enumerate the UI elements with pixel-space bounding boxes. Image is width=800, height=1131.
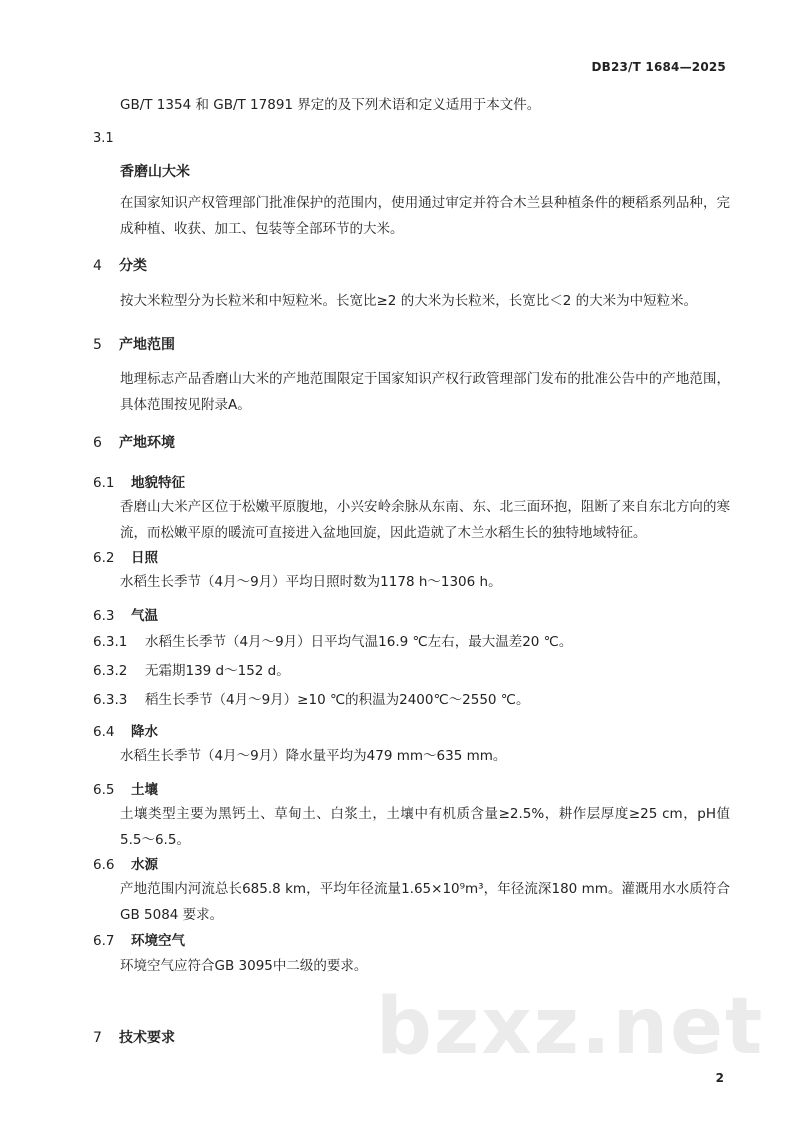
section-5-heading: 5 产地范围 <box>93 337 175 353</box>
term-definition: 在国家知识产权管理部门批准保护的范围内，使用通过审定并符合木兰县种植条件的粳稻系列品种，完成种植、收获、加工、包装等全部环节的大米。 <box>120 195 730 237</box>
section-6-4-heading: 6.4 降水 <box>93 724 158 740</box>
page-number: 2 <box>715 1071 724 1085</box>
clause-6-3-3: 6.3.3 稻生长季节（4月～9月）≥10 ℃的积温为2400℃～2550 ℃。 <box>93 692 530 708</box>
section-6-1-text: 香磨山大米产区位于松嫩平原腹地，小兴安岭余脉从东南、东、北三面环抱，阻断了来自东北方向的寒流，而松嫩平原的暖流可直接进入盆地回旋，因此造就了木兰水稻生长的独特地域特征。 <box>120 499 730 541</box>
section-6-4-text: 水稻生长季节（4月～9月）降水量平均为479 mm～635 mm。 <box>120 748 507 764</box>
watermark: bzxz.net <box>376 982 765 1072</box>
section-6-7-text: 环境空气应符合GB 3095中二级的要求。 <box>120 958 368 974</box>
document-code-header: DB23/T 1684—2025 <box>591 60 726 74</box>
section-5-text: 地理标志产品香磨山大米的产地范围限定于国家知识产权行政管理部门发布的批准公告中的产地范围，具体范围按见附录A。 <box>120 371 730 413</box>
term-name: 香磨山大米 <box>120 164 190 180</box>
section-6-5-text: 土壤类型主要为黑钙土、草甸土、白浆土，土壤中有机质含量≥2.5%，耕作层厚度≥25 cm，pH值5.5～6.5。 <box>120 806 730 848</box>
section-6-1-heading: 6.1 地貌特征 <box>93 475 185 491</box>
section-6-6-text: 产地范围内河流总长685.8 km，平均年径流量1.65×10⁹m³，年径流深180 mm。灌溉用水水质符合GB 5084 要求。 <box>120 881 730 923</box>
section-4-text: 按大米粒型分为长粒米和中短粒米。长宽比≥2 的大米为长粒米，长宽比＜2 的大米为中短粒米。 <box>120 293 698 309</box>
section-7-heading: 7 技术要求 <box>93 1030 175 1046</box>
clause-6-3-1: 6.3.1 水稻生长季节（4月～9月）日平均气温16.9 ℃左右，最大温差20 ℃。 <box>93 634 573 650</box>
section-6-6-heading: 6.6 水源 <box>93 857 158 873</box>
section-6-3-heading: 6.3 气温 <box>93 608 158 624</box>
section-6-2-heading: 6.2 日照 <box>93 550 158 566</box>
term-number: 3.1 <box>93 131 114 146</box>
clause-6-3-2: 6.3.2 无霜期139 d～152 d。 <box>93 663 290 679</box>
section-6-5-heading: 6.5 土壤 <box>93 782 158 798</box>
section-6-7-heading: 6.7 环境空气 <box>93 933 185 949</box>
section-4-heading: 4 分类 <box>93 258 147 274</box>
section-6-heading: 6 产地环境 <box>93 435 175 451</box>
section-6-2-text: 水稻生长季节（4月～9月）平均日照时数为1178 h～1306 h。 <box>120 574 502 590</box>
intro-paragraph: GB/T 1354 和 GB/T 17891 界定的及下列术语和定义适用于本文件。 <box>120 97 541 113</box>
